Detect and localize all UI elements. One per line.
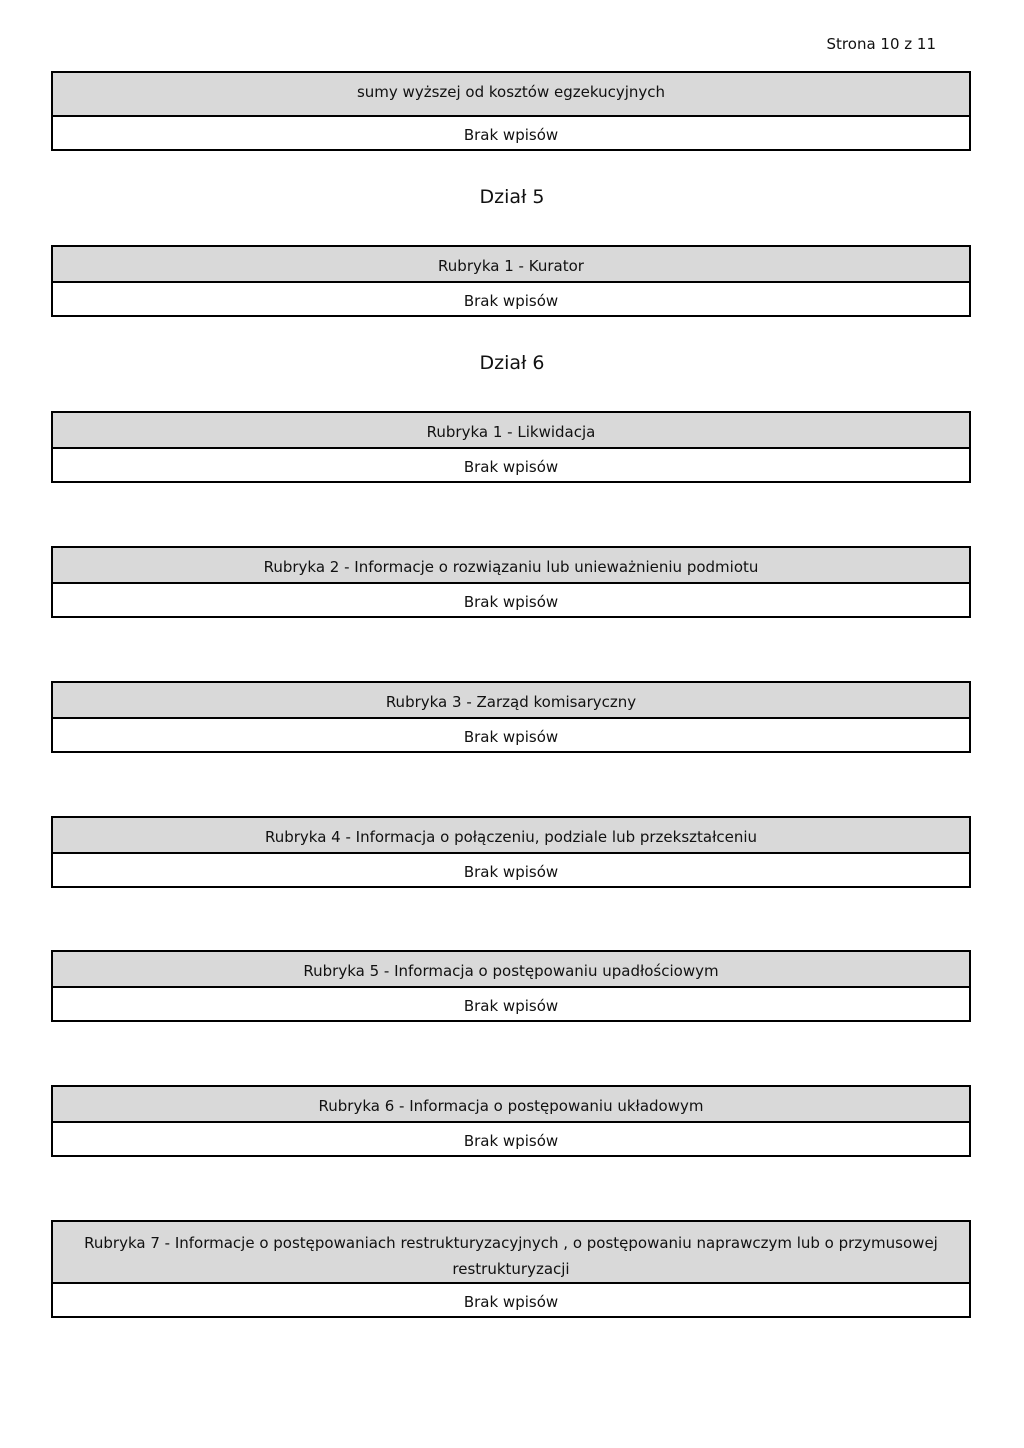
rubryka-box xyxy=(51,245,971,317)
rubryka-body: Brak wpisów xyxy=(463,593,559,611)
rubryka-header: Rubryka 1 - Kurator xyxy=(53,247,969,283)
section-box-body: Brak wpisów xyxy=(463,126,559,144)
rubryka-box xyxy=(51,681,971,753)
rubryka-header: Rubryka 6 - Informacja o postępowaniu układowym xyxy=(53,1087,969,1123)
rubryka-header: Rubryka 1 - Likwidacja xyxy=(53,413,969,449)
rubryka-header: Rubryka 3 - Zarząd komisaryczny xyxy=(53,683,969,719)
rubryka-body: Brak wpisów xyxy=(463,458,559,476)
rubryka-header: Rubryka 7 - Informacje o postępowaniach restrukturyzacyjnych , o postępowaniu naprawczym lub o przymusowej restrukturyzacji xyxy=(53,1222,969,1284)
page-number: Strona 10 z 11 xyxy=(826,35,936,53)
rubryka-box xyxy=(51,816,971,888)
section-box-continued xyxy=(51,71,971,151)
section-box-header: sumy wyższej od kosztów egzekucyjnych xyxy=(53,73,969,117)
rubryka-header: Rubryka 2 - Informacje o rozwiązaniu lub unieważnieniu podmiotu xyxy=(53,548,969,584)
section-title-dzial-6: Dział 6 xyxy=(479,352,545,374)
rubryka-body: Brak wpisów xyxy=(463,997,559,1015)
rubryka-body: Brak wpisów xyxy=(463,863,559,881)
rubryka-body: Brak wpisów xyxy=(463,728,559,746)
section-title-dzial-5: Dział 5 xyxy=(479,186,545,208)
rubryka-box xyxy=(51,1085,971,1157)
rubryka-box xyxy=(51,1220,971,1318)
rubryka-body: Brak wpisów xyxy=(463,1293,559,1311)
rubryka-header: Rubryka 5 - Informacja o postępowaniu upadłościowym xyxy=(53,952,969,988)
rubryka-box xyxy=(51,411,971,483)
rubryka-header: Rubryka 4 - Informacja o połączeniu, podziale lub przekształceniu xyxy=(53,818,969,854)
rubryka-body: Brak wpisów xyxy=(463,292,559,310)
rubryka-box xyxy=(51,950,971,1022)
rubryka-box xyxy=(51,546,971,618)
rubryka-body: Brak wpisów xyxy=(463,1132,559,1150)
